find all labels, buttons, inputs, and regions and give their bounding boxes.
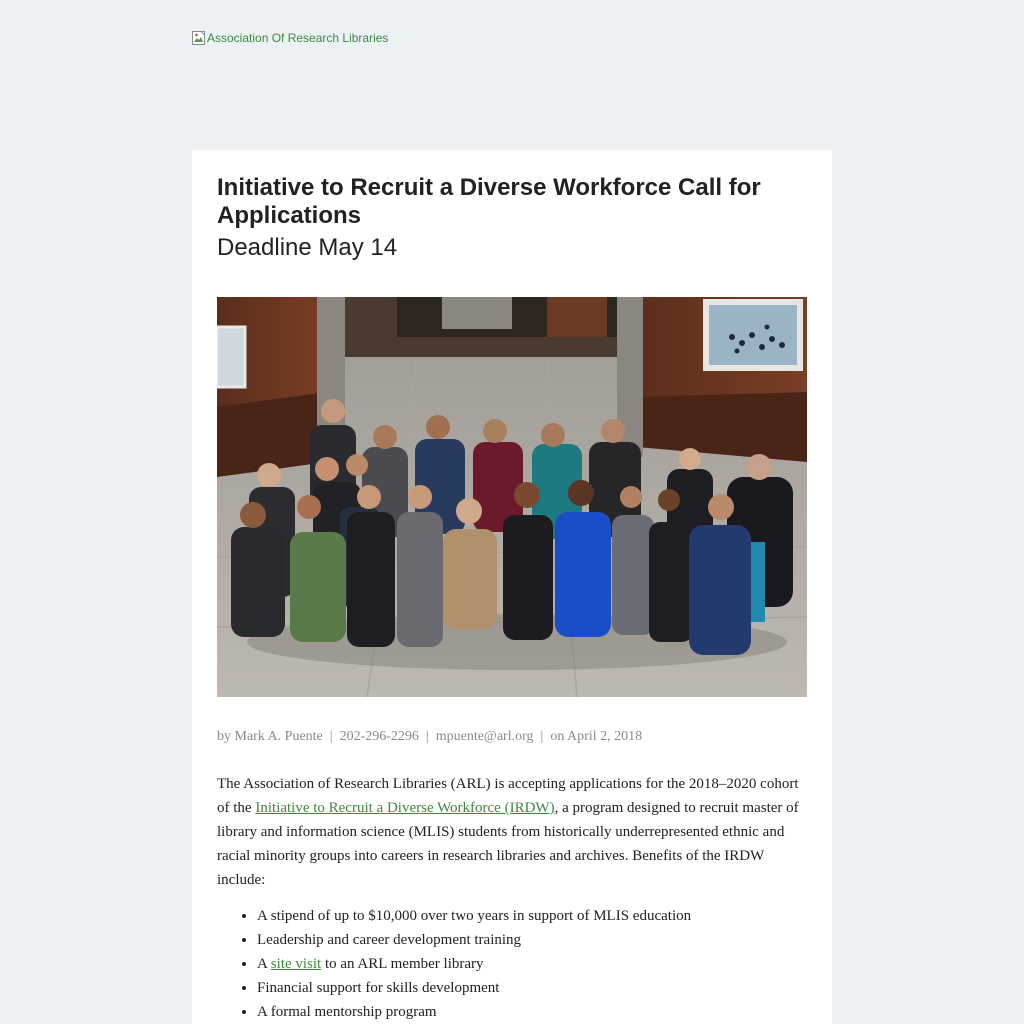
hero-image: [217, 297, 807, 697]
broken-image-icon: [192, 31, 206, 45]
benefit-item: • A stipend of up to $10,000 over two years in support of MLIS education: [257, 904, 807, 928]
byline-date: on April 2, 2018: [550, 729, 643, 744]
byline-author: by Mark A. Puente: [217, 729, 323, 744]
benefit-item: • A formal mentorship program: [257, 1000, 807, 1024]
article-card: [192, 150, 832, 1024]
benefit-text-after: to an ARL member library: [321, 956, 484, 972]
benefit-text-before: A: [257, 956, 271, 972]
intro-text-part2: , a program designed to recruit master of library and information science (MLIS) students from historically underrepresented ethnic and racial minority groups into careers in research libraries and archives. Benefits of the IRDW include:: [217, 800, 799, 888]
benefits-list: [217, 904, 807, 1024]
benefit-item: [257, 952, 807, 976]
group-photo-illustration: [217, 297, 807, 697]
site-visit-link[interactable]: site visit: [270, 956, 322, 972]
benefit-item: • Financial support for skills development: [257, 976, 807, 1000]
intro-text-part1: The Association of Research Libraries (ARL) is accepting applications for the 2018–2020 cohort of the: [217, 776, 799, 816]
byline-separator: |: [425, 729, 429, 744]
byline-separator: |: [540, 729, 544, 744]
byline: [217, 728, 642, 746]
byline-email: mpuente@arl.org: [435, 729, 534, 744]
benefit-item: • Leadership and career development training: [257, 928, 807, 952]
article-title: Initiative to Recruit a Diverse Workforce Call for Applications: [217, 174, 761, 229]
arl-logo-link[interactable]: [192, 30, 388, 46]
logo-alt-text: Association Of Research Libraries: [207, 31, 389, 45]
irdw-link[interactable]: Initiative to Recruit a Diverse Workforce (IRDW): [255, 800, 555, 816]
byline-separator: |: [329, 729, 333, 744]
intro-paragraph: [217, 772, 809, 892]
article-subtitle: Deadline May 14: [217, 234, 398, 261]
byline-phone: 202-296-2296: [339, 729, 419, 744]
